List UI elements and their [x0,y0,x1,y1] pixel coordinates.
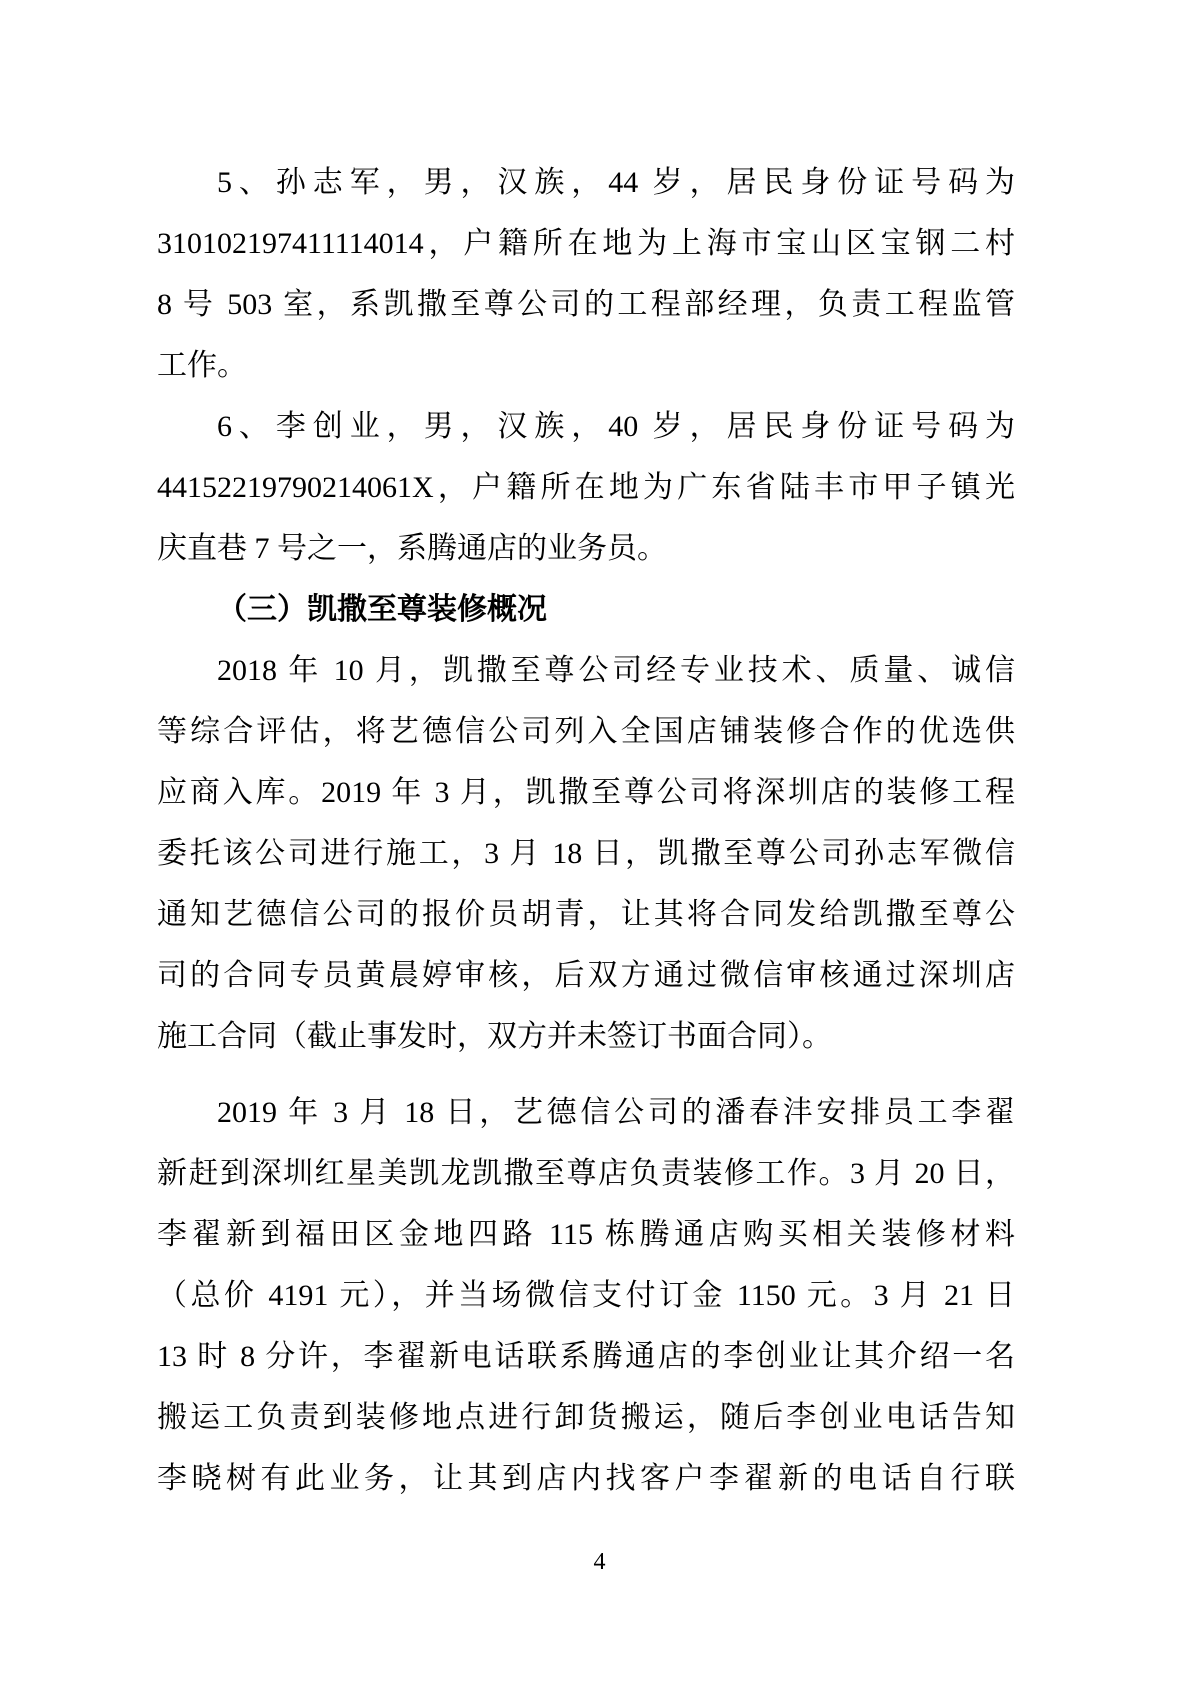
paragraph-section-3-heading [157,579,1015,640]
text-line: 44152219790214061X，户籍所在地为广东省陆丰市甲子镇光 [157,471,1015,504]
text-line: 庆直巷 7 号之一，系腾通店的业务员。 [157,532,667,565]
text-line: 8 号 503 室，系凯撒至尊公司的工程部经理，负责工程监管 [157,288,1015,321]
text-line: 310102197411114014，户籍所在地为上海市宝山区宝钢二村 [157,227,1015,260]
text-line: 搬运工负责到装修地点进行卸货搬运，随后李创业电话告知 [157,1401,1015,1434]
paragraph-march-18-events [157,1082,1015,1509]
text-line: （三）凯撒至尊装修概况 [217,593,547,626]
text-line: 13 时 8 分许，李翟新电话联系腾通店的李创业让其介绍一名 [157,1340,1015,1373]
page-number: 4 [593,1549,606,1575]
text-line: （总价 4191 元），并当场微信支付订金 1150 元。3 月 21 日 [157,1279,1015,1312]
text-line: 通知艺德信公司的报价员胡青，让其将合同发给凯撒至尊公 [157,898,1015,931]
text-line: 工作。 [157,349,247,382]
text-line: 等综合评估，将艺德信公司列入全国店铺装修合作的优选供 [157,715,1015,748]
paragraph-defendant-li-chuangye [157,396,1015,579]
document-body [157,152,1015,1509]
text-line: 李晓树有此业务，让其到店内找客户李翟新的电话自行联 [157,1462,1015,1495]
text-line: 司的合同专员黄晨婷审核，后双方通过微信审核通过深圳店 [157,959,1015,992]
paragraph-defendant-sun-zhijun [157,152,1015,396]
text-line: 新赶到深圳红星美凯龙凯撒至尊店负责装修工作。3 月 20 日， [157,1157,1015,1190]
text-line: 2019 年 3 月 18 日，艺德信公司的潘春沣安排员工李翟 [217,1096,1015,1129]
paragraph-renovation-cooperation-overview [157,640,1015,1067]
text-line: 李翟新到福田区金地四路 115 栋腾通店购买相关装修材料 [157,1218,1015,1251]
text-line: 委托该公司进行施工，3 月 18 日，凯撒至尊公司孙志军微信 [157,837,1015,870]
text-line: 2018 年 10 月，凯撒至尊公司经专业技术、质量、诚信 [217,654,1015,687]
text-line: 6、李创业，男，汉族，40 岁，居民身份证号码为 [217,410,1015,443]
text-line: 5、孙志军，男，汉族，44 岁，居民身份证号码为 [217,166,1015,199]
text-line: 施工合同（截止事发时，双方并未签订书面合同）。 [157,1020,832,1053]
text-line: 应商入库。2019 年 3 月，凯撒至尊公司将深圳店的装修工程 [157,776,1015,809]
